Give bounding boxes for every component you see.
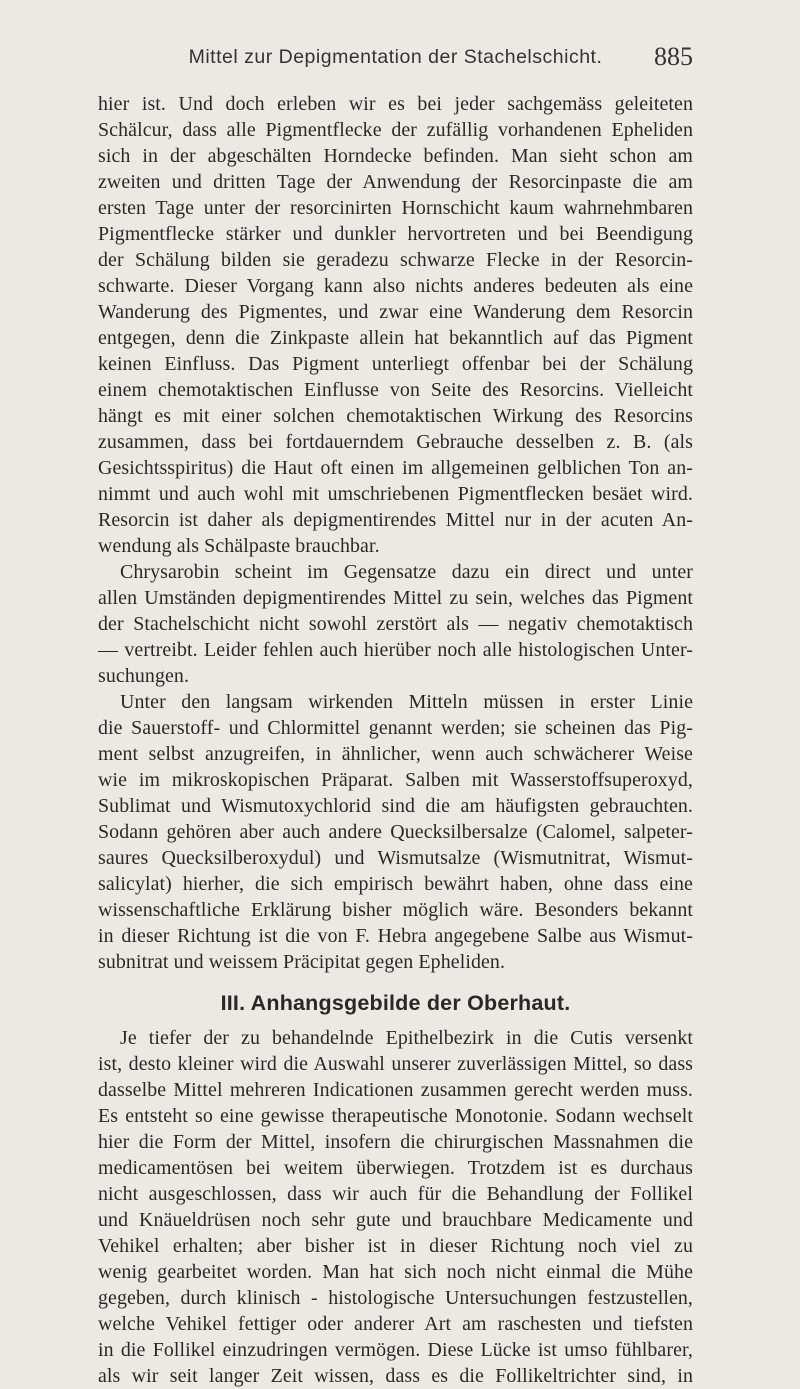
running-head xyxy=(98,42,693,76)
text-line: salicylat) hierher, die sich empirisch bewährt haben, ohne dass eine xyxy=(98,873,693,895)
text-line: hier die Form der Mittel, insofern die chirurgischen Massnahmen die xyxy=(98,1131,693,1153)
text-line: medicamentösen bei weitem überwiegen. Trotzdem ist es durchaus xyxy=(98,1157,693,1179)
text-line: in dieser Richtung ist die von F. Hebra angegebene Salbe aus Wismut- xyxy=(98,925,693,947)
text-line: wendung als Schälpaste brauchbar. xyxy=(98,535,380,557)
text-line: nimmt und auch wohl mit umschriebenen Pigmentflecken besäet wird. xyxy=(98,483,693,505)
text-line: hängt es mit einer solchen chemotaktischen Wirkung des Resorcins xyxy=(98,405,693,427)
text-line: Sublimat und Wismutoxychlorid sind die am häufigsten gebrauchten. xyxy=(98,795,693,817)
text-line: Wanderung des Pigmentes, und zwar eine Wanderung dem Resorcin xyxy=(98,301,693,323)
text-line: zweiten und dritten Tage der Anwendung der Resorcinpaste die am xyxy=(98,171,693,193)
text-line: wie im mikroskopischen Präparat. Salben mit Wasserstoffsuperoxyd, xyxy=(98,769,693,791)
text-line: entgegen, denn die Zinkpaste allein hat bekanntlich auf das Pigment xyxy=(98,327,693,349)
body-text xyxy=(98,91,693,1389)
text-line: ment selbst anzugreifen, in ähnlicher, wenn auch schwächerer Weise xyxy=(98,743,693,765)
text-line: Je tiefer der zu behandelnde Epithelbezirk in die Cutis versenkt xyxy=(120,1027,693,1049)
page-number: 885 xyxy=(654,42,693,71)
text-line: sich in der abgeschälten Horndecke befinden. Man sieht schon am xyxy=(98,145,693,167)
text-line: ist, desto kleiner wird die Auswahl unserer zuverlässigen Mittel, so dass xyxy=(98,1053,693,1075)
text-line: Resorcin ist daher als depigmentirendes Mittel nur in der acuten An- xyxy=(98,509,693,531)
text-line: dasselbe Mittel mehreren Indicationen zusammen gerecht werden muss. xyxy=(98,1079,693,1101)
text-line: wenig gearbeitet worden. Man hat sich noch nicht einmal die Mühe xyxy=(98,1261,693,1283)
text-line: Sodann gehören aber auch andere Quecksilbersalze (Calomel, salpeter- xyxy=(98,821,693,843)
text-line: Chrysarobin scheint im Gegensatze dazu ein direct und unter xyxy=(120,561,693,583)
text-line: der Stachelschicht nicht sowohl zerstört als — negativ chemotaktisch xyxy=(98,613,693,635)
text-line: und Knäueldrüsen noch sehr gute und brauchbare Medicamente und xyxy=(98,1209,693,1231)
text-line: nicht ausgeschlossen, dass wir auch für die Behandlung der Follikel xyxy=(98,1183,693,1205)
text-line: Schälcur, dass alle Pigmentflecke der zufällig vorhandenen Epheliden xyxy=(98,119,693,141)
text-line: die Sauerstoff- und Chlormittel genannt werden; sie scheinen das Pig- xyxy=(98,717,693,739)
text-line: hier ist. Und doch erleben wir es bei jeder sachgemäss geleiteten xyxy=(98,93,693,115)
text-line: saures Quecksilberoxydul) und Wismutsalze (Wismutnitrat, Wismut- xyxy=(98,847,693,869)
text-line: — vertreibt. Leider fehlen auch hierüber noch alle histologischen Unter- xyxy=(98,639,693,661)
text-line: subnitrat und weissem Präcipitat gegen Epheliden. xyxy=(98,951,506,973)
running-title: Mittel zur Depigmentation der Stachelschicht. xyxy=(188,46,603,68)
text-line: zusammen, dass bei fortdauerndem Gebrauche desselben z. B. (als xyxy=(98,431,693,453)
section-heading: III. Anhangsgebilde der Oberhaut. xyxy=(220,991,571,1015)
text-line: schwarte. Dieser Vorgang kann also nichts anderes bedeuten als eine xyxy=(98,275,693,297)
text-line: der Schälung bilden sie geradezu schwarze Flecke in der Resorcin- xyxy=(98,249,693,271)
text-line: welche Vehikel fettiger oder anderer Art am raschesten und tiefsten xyxy=(98,1313,693,1335)
text-line: gegeben, durch klinisch - histologische Untersuchungen festzustellen, xyxy=(98,1287,693,1309)
text-line: Es entsteht so eine gewisse therapeutische Monotonie. Sodann wechselt xyxy=(98,1105,693,1127)
text-line: allen Umständen depigmentirendes Mittel zu sein, welches das Pigment xyxy=(98,587,693,609)
text-line: Gesichtsspiritus) die Haut oft einen im allgemeinen gelblichen Ton an- xyxy=(98,457,693,479)
text-line: Unter den langsam wirkenden Mitteln müssen in erster Linie xyxy=(120,691,693,713)
text-line: Pigmentflecke stärker und dunkler hervortreten und bei Beendigung xyxy=(98,223,693,245)
text-line: wissenschaftliche Erklärung bisher möglich wäre. Besonders bekannt xyxy=(98,899,693,921)
text-line: in die Follikel einzudringen vermögen. Diese Lücke ist umso fühlbarer, xyxy=(98,1339,693,1361)
text-line: als wir seit langer Zeit wissen, dass es die Follikeltrichter sind, in xyxy=(98,1365,693,1387)
text-line: Vehikel erhalten; aber bisher ist in dieser Richtung noch viel zu xyxy=(98,1235,693,1257)
text-line: ersten Tage unter der resorcinirten Hornschicht kaum wahrnehmbaren xyxy=(98,197,693,219)
text-line: suchungen. xyxy=(98,665,190,687)
text-line: einem chemotaktischen Einflusse von Seite des Resorcins. Vielleicht xyxy=(98,379,693,401)
text-line: keinen Einfluss. Das Pigment unterliegt offenbar bei der Schälung xyxy=(98,353,693,375)
